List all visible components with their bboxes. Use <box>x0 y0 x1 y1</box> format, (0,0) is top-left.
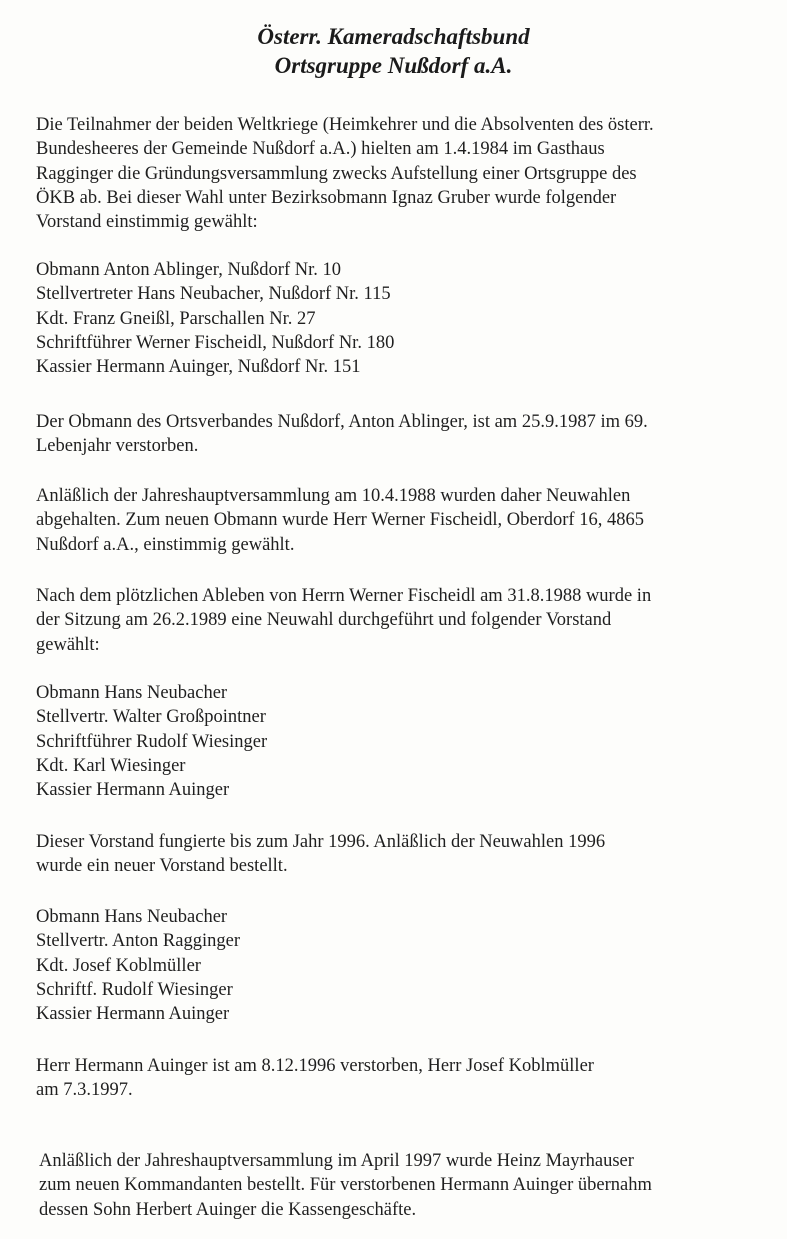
text-line: dessen Sohn Herbert Auinger die Kassengeschäfte. <box>39 1199 417 1220</box>
text-line: Der Obmann des Ortsverbandes Nußdorf, Anton Ablinger, ist am 25.9.1987 im 69. <box>36 412 648 432</box>
deaths-paragraph <box>36 1054 766 1103</box>
text-line: Anläßlich der Jahreshauptversammlung im April 1997 wurde Heinz Mayrhauser <box>39 1151 634 1171</box>
death-1987-paragraph <box>36 410 766 459</box>
board-member: Kassier Hermann Auinger <box>36 780 230 801</box>
text-line: Ragginger die Gründungsversammlung zwecks Aufstellung einer Ortsgruppe des <box>36 163 637 184</box>
board-member: Kdt. Josef Koblmüller <box>36 955 201 976</box>
text-line: abgehalten. Zum neuen Obmann wurde Herr Werner Fischeidl, Oberdorf 16, 4865 <box>36 510 644 531</box>
text-line: Vorstand einstimmig gewählt: <box>36 212 258 233</box>
board-member: Schriftführer Rudolf Wiesinger <box>36 731 268 752</box>
board-member: Stellvertr. Anton Ragginger <box>36 931 240 952</box>
title-line-2: Ortsgruppe Nußdorf a.A. <box>274 53 513 78</box>
board-member: Kassier Hermann Auinger <box>36 1004 230 1025</box>
meeting-1997-paragraph <box>39 1149 769 1222</box>
text-line: Anläßlich der Jahreshauptversammlung am 10.4.1988 wurden daher Neuwahlen <box>36 486 631 506</box>
board-member: Obmann Anton Ablinger, Nußdorf Nr. 10 <box>36 260 341 280</box>
text-line: Bundesheeres der Gemeinde Nußdorf a.A.) hielten am 1.4.1984 im Gasthaus <box>36 139 605 160</box>
text-line: Nußdorf a.A., einstimmig gewählt. <box>36 534 295 555</box>
election-1988-paragraph <box>36 484 766 557</box>
board-member: Obmann Hans Neubacher <box>36 683 228 703</box>
board-list-1989 <box>36 681 766 802</box>
text-line: Lebenjahr verstorben. <box>36 436 199 457</box>
board-list-1984 <box>36 258 766 379</box>
text-line: Dieser Vorstand fungierte bis zum Jahr 1996. Anläßlich der Neuwahlen 1996 <box>36 832 606 852</box>
text-line: der Sitzung am 26.2.1989 eine Neuwahl durchgeführt und folgender Vorstand <box>36 610 612 631</box>
board-member: Kdt. Karl Wiesinger <box>36 755 186 776</box>
text-line: gewählt: <box>36 634 100 655</box>
board-member: Kdt. Franz Gneißl, Parschallen Nr. 27 <box>36 308 316 329</box>
board-member: Schriftf. Rudolf Wiesinger <box>36 979 233 1000</box>
election-1989-paragraph <box>36 584 766 657</box>
intro-paragraph <box>36 113 766 234</box>
document-title <box>0 22 787 80</box>
text-line: Herr Hermann Auinger ist am 8.12.1996 verstorben, Herr Josef Koblmüller <box>36 1056 594 1076</box>
text-line: am 7.3.1997. <box>36 1080 133 1101</box>
board-member: Schriftführer Werner Fischeidl, Nußdorf Nr. 180 <box>36 332 395 353</box>
text-line: wurde ein neuer Vorstand bestellt. <box>36 856 288 877</box>
board-member: Stellvertr. Walter Großpointner <box>36 707 266 728</box>
text-line: ÖKB ab. Bei dieser Wahl unter Bezirksobmann Ignaz Gruber wurde folgender <box>36 187 617 208</box>
board-member: Kassier Hermann Auinger, Nußdorf Nr. 151 <box>36 357 361 378</box>
text-line: zum neuen Kommandanten bestellt. Für verstorbenen Hermann Auinger übernahm <box>39 1175 652 1196</box>
board-member: Stellvertreter Hans Neubacher, Nußdorf Nr. 115 <box>36 284 391 305</box>
title-line-1: Österr. Kameradschaftsbund <box>257 24 530 49</box>
board-member: Obmann Hans Neubacher <box>36 907 228 927</box>
board-list-1996 <box>36 905 766 1026</box>
until-1996-paragraph <box>36 830 766 879</box>
text-line: Die Teilnahmer der beiden Weltkriege (Heimkehrer und die Absolventen des österr. <box>36 115 654 135</box>
text-line: Nach dem plötzlichen Ableben von Herrn Werner Fischeidl am 31.8.1988 wurde in <box>36 586 652 606</box>
